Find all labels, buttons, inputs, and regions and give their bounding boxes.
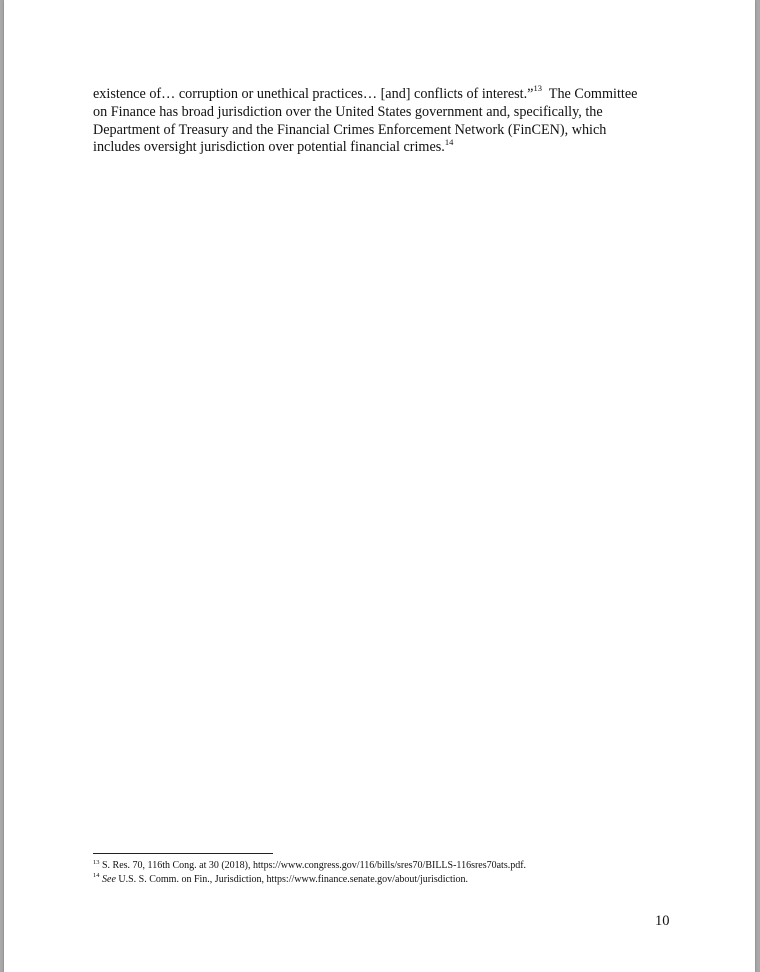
paragraph-line-1 xyxy=(93,83,683,104)
page-number: 10 xyxy=(655,913,670,929)
footnote-ref-14[interactable]: 14 xyxy=(444,136,454,147)
footnote-text: S. Res. 70, 116th Cong. at 30 (2018), https://www.congress.gov/116/bills/sres70/BILLS-116sres70ats.pdf. xyxy=(99,860,527,871)
body-paragraph xyxy=(93,83,683,157)
footnote-14 xyxy=(93,873,693,887)
line-text: The Committee xyxy=(541,86,638,102)
footnote-see-signal: See xyxy=(102,873,116,885)
line-text: includes oversight jurisdiction over potential financial crimes. xyxy=(93,139,445,156)
footnotes xyxy=(93,859,693,886)
document-page xyxy=(4,0,755,972)
footnote-text: U.S. S. Comm. on Fin., Jurisdiction, https://www.finance.senate.gov/about/jurisdiction. xyxy=(115,873,468,885)
paragraph-line-2: on Finance has broad jurisdiction over the United States government and, specifically, the xyxy=(93,103,603,120)
line-text: existence of… corruption or unethical practices… [and] conflicts of interest.” xyxy=(93,86,534,102)
footnote-number: 13 xyxy=(93,858,100,866)
footnote-number: 14 xyxy=(93,872,100,880)
paragraph-line-3: Department of Treasury and the Financial Crimes Enforcement Network (FinCEN), which xyxy=(93,121,607,138)
paragraph-line-4 xyxy=(93,136,683,157)
footnote-13 xyxy=(93,859,693,873)
footnote-ref-13[interactable]: 13 xyxy=(533,83,542,94)
footnote-separator xyxy=(93,853,273,854)
